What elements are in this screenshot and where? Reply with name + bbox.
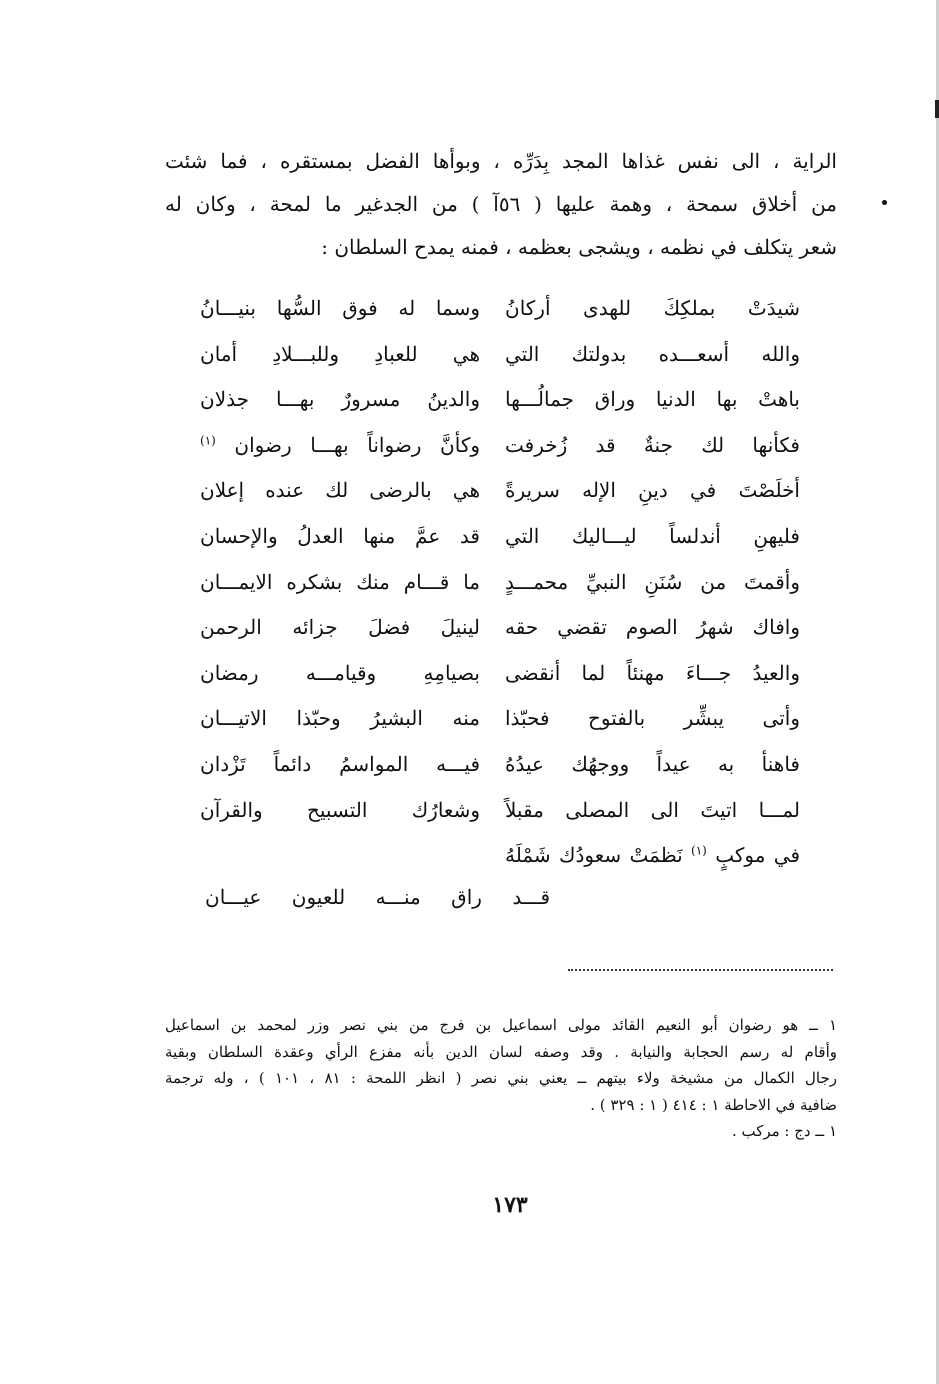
verse-first-hemistich: أخلَصْتَ في دينِ الإله سريرةً (505, 478, 800, 503)
verse-first-hemistich: وأقمتَ من سُنَنِ النبيِّ محمـــدٍ (505, 569, 800, 594)
verse-second-hemistich: ما قـــام منك بشكره الايمـــان (200, 569, 480, 594)
verse-second-hemistich: لينيلَ فضلَ جزائه الرحمن (200, 615, 480, 640)
poem (200, 296, 800, 889)
verse-first-hemistich: شيدَتْ بملكِكَ للهدى أركانُ (505, 296, 800, 320)
verse-first-hemistich: وأتى يبشِّر بالفتوح فحبّذا (505, 706, 800, 731)
poem-verse (200, 615, 800, 661)
footnote-marker: (١) (200, 433, 216, 448)
verse-first-hemistich: فكأنها لك جنةٌ قد زُخرفت (505, 432, 800, 457)
poem-verse (200, 843, 800, 889)
poem-verse (200, 570, 800, 616)
intro-line: الراية ، الى نفس غذاها المجد بِدَرِّه ، وبوأها الفضل بمستقره ، فما شئت (165, 149, 837, 173)
verse-first-hemistich: فاهنأ به عيداً ووجهُك عيدُهُ (505, 751, 800, 776)
verse-first-hemistich: والله أسعـــده بدولتك التي (505, 341, 800, 366)
poem-verse (200, 478, 800, 524)
verse-second-hemistich: منه البشيرُ وحبّذا الاتيـــان (200, 706, 480, 731)
verse-second-hemistich: قد عمَّ منها العدلُ والإحسان (200, 523, 480, 548)
page-number: ١٧٣ (492, 1192, 528, 1218)
intro-line: شعر يتكلف في نظمه ، ويشجى بعظمه ، فمنه يمدح السلطان : (321, 235, 837, 259)
poem-verse (200, 342, 800, 388)
verse-second-hemistich-final: قـــد راق منـــه للعيون عيـــان (205, 885, 550, 909)
poem-verse (200, 387, 800, 433)
poem-verse (200, 752, 800, 798)
verse-first-hemistich: والعيدُ جـــاءَ مهنئاً لما أنقضى (505, 660, 800, 685)
footnote-line: ١ ــ هو رضوان أبو النعيم القائد مولى اسماعيل بن فرج من بني نصر وزر لمحمد بن اسماعيل (165, 1016, 837, 1034)
verse-first-hemistich-end: نَظمَتْ سعودُك شَمْلَهُ (505, 843, 683, 868)
poem-verse (200, 296, 800, 342)
intro-line: من أخلاق سمحة ، وهمة عليها ( ٥٦آ ) من الجدغير ما لمحة ، وكان له (165, 192, 838, 216)
intro-paragraph (165, 140, 837, 269)
verse-second-hemistich: وكأنَّ رضواناً بهـــا رضوان (234, 432, 480, 457)
poem-verse (200, 661, 800, 707)
footnote-line: وأقام له رسم الحجابة والنيابة . وقد وصفه لسان الدين بأنه مفزع الرأي وعقدة السلطان وبقية (165, 1042, 837, 1061)
verse-first-hemistich: وافاك شهرُ الصوم تقضي حقه (505, 615, 800, 640)
verse-first-hemistich: فليهنِ أندلساً ليـــاليك التي (505, 523, 800, 548)
verse-first-hemistich-with-note (505, 843, 800, 867)
footnote-line: ضافية في الاحاطة ١ : ٤١٤ ( ١ : ٣٢٩ ) . (590, 1095, 837, 1114)
verse-second-hemistich-with-note (200, 433, 480, 457)
verse-first-hemistich: لمـــا اتيتَ الى المصلى مقبلاً (505, 797, 800, 822)
verse-second-hemistich: هي بالرضى لك عنده إعلان (200, 478, 480, 503)
verse-second-hemistich: والدينُ مسرورٌ بهـــا جذلان (200, 387, 480, 412)
poem-verse (200, 798, 800, 844)
verse-first-hemistich-start: في موكبٍ (715, 843, 801, 868)
footnote-line: رجال الكمال من مشيخة ولاء بيتهم ــ يعني بني نصر ( انظر اللمحة : ٨١ ، ١٠١ ) ، وله ترجمة (165, 1069, 837, 1087)
verse-second-hemistich: وسما له فوق السُّها بنيـــانُ (200, 296, 480, 320)
verse-first-hemistich: باهتْ بها الدنيا وراق جمالُـــها (505, 387, 800, 412)
footnote-separator (568, 969, 833, 971)
poem-verse (200, 706, 800, 752)
page-edge-mark (935, 100, 939, 118)
poem-verse (200, 524, 800, 570)
footnote-line: ١ ــ دج : مركب . (731, 1122, 837, 1140)
poem-verse (200, 433, 800, 479)
margin-dot (882, 200, 887, 205)
verse-second-hemistich: هي للعبادِ وللبـــلادِ أمان (200, 341, 480, 366)
footnotes (165, 1012, 837, 1145)
verse-second-hemistich: وشعارُك التسبيح والقرآن (200, 797, 480, 822)
verse-second-hemistich: فيـــه المواسمُ دائماً تَزْدان (200, 751, 480, 776)
verse-second-hemistich: بصيامِهِ وقيامـــه رمضان (200, 660, 480, 685)
footnote-marker: (١) (691, 843, 707, 858)
